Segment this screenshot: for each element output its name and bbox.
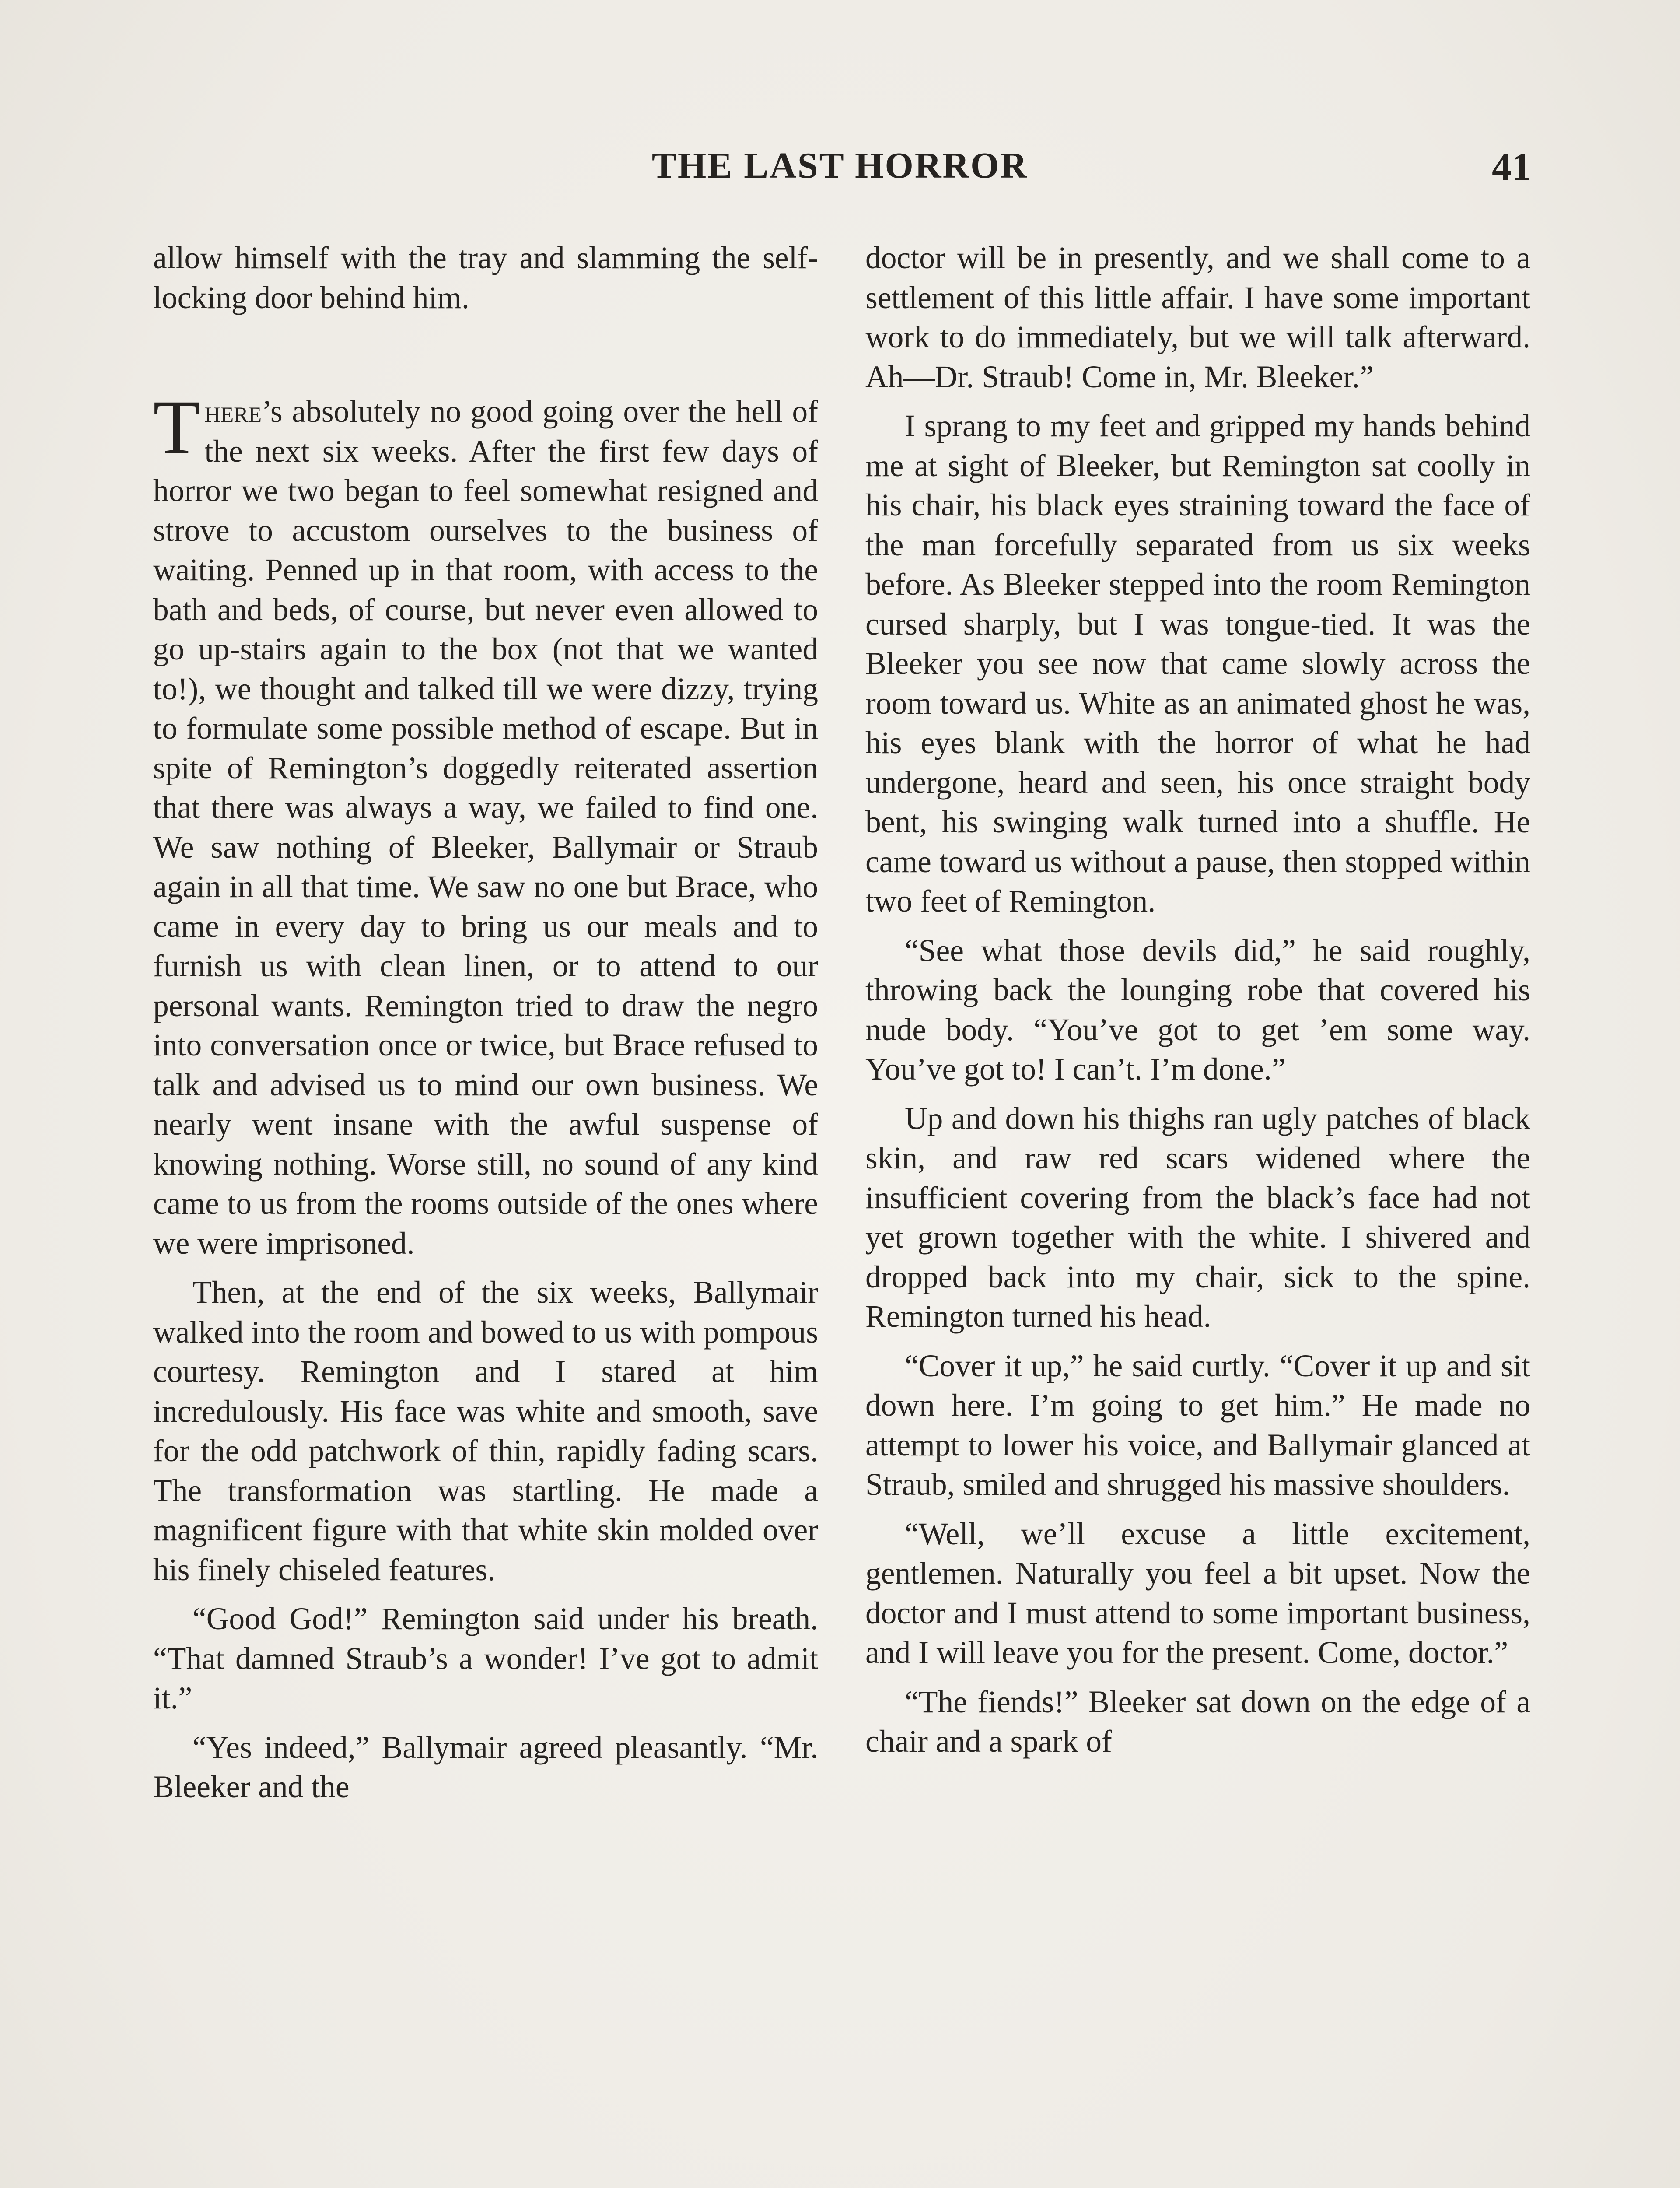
paragraph: I sprang to my feet and gripped my hands behind me at sight of Bleeker, but Remington sat coolly in his chair, his black eyes straining toward the face of the man forcefully separated from us six weeks before. As Bleeker stepped into the room Remington cursed sharply, but I was tongue-tied. It was the Bleeker you see now that came slowly across the room toward us. White as an animated ghost he was, his eyes blank with the horror of what he had undergone, heard and seen, his once straight body bent, his swinging walk turned into a shuffle. He came toward us without a pause, then stopped within two feet of Remington. [865, 409, 1530, 919]
page-header [149, 144, 1531, 197]
drop-cap-lead: There [153, 385, 262, 470]
section-break [153, 327, 818, 392]
paragraph: Then, at the end of the six weeks, Ballymair walked into the room and bowed to us with pompous courtesy. Remington and I stared at him incredulously. His face was white and smooth, save for the odd patchwork of thin, rapidly fading scars. The transformation was startling. He made a magnificent figure with that white skin molded over his finely chiseled features. [153, 1275, 818, 1587]
paragraph: “Well, we’ll excuse a little excitement, gentlemen. Naturally you feel a bit upset. Now the doctor and I must attend to some important business, and I will leave you for the present. Come, doctor.” [865, 1516, 1530, 1670]
left-column [153, 238, 818, 1817]
paragraph: Up and down his thighs ran ugly patches of black skin, and raw red scars widened where the insufficient covering from the black’s face had not yet grown together with the white. I shivered and dropped back into my chair, sick to the spine. Remington turned his head. [865, 1101, 1530, 1334]
right-column [865, 238, 1530, 1771]
paragraph: “Good God!” Remington said under his breath. “That damned Straub’s a wonder! I’ve got to admit it.” [153, 1602, 818, 1715]
paragraph: “The fiends!” Bleeker sat down on the edge of a chair and a spark of [865, 1684, 1530, 1759]
paragraph: “See what those devils did,” he said roughly, throwing back the lounging robe that covered his nude body. “You’ve got to get ’em some way. You’ve got to! I can’t. I’m done.” [865, 933, 1530, 1087]
paragraph: “Yes indeed,” Ballymair agreed pleasantly. “Mr. Bleeker and the [153, 1730, 818, 1804]
paragraph: allow himself with the tray and slamming the self-locking door behind him. [153, 241, 818, 315]
paragraph-text: ’s absolutely no good going over the hell of the next six weeks. After the first few days of horror we two began to feel somewhat resigned and strove to accustom ourselves to the business of waiting. Penned up in that room, with access to the bath and beds, of course, but never even allowed to go up-stairs again to the box (not that we wanted to!), we thought and talked till we were dizzy, trying to formulate some possible method of escape. But in spite of Remington’s doggedly reiterated assertion that there was always a way, we failed to find one. We saw nothing of Bleeker, Ballymair or Straub again in all that time. We saw no one but Brace, who came in every day to bring us our meals and to furnish us with clean linen, or to attend to our personal wants. Remington tried to draw the negro into conversation once or twice, but Brace refused to talk and advised us to mind our own business. We nearly went insane with the awful suspense of knowing nothing. Worse still, no sound of any kind came to us from the rooms outside of the ones where we were imprisoned. [153, 394, 818, 1261]
paragraph: “Cover it up,” he said curtly. “Cover it up and sit down here. I’m going to get him.” He made no attempt to lower his voice, and Ballymair glanced at Straub, smiled and shrugged his massive shoulders. [865, 1348, 1530, 1502]
page-number: 41 [1492, 145, 1531, 189]
running-title: THE LAST HORROR [651, 145, 1029, 186]
drop-cap-paragraph [153, 385, 818, 1263]
paragraph: doctor will be in presently, and we shall come to a settlement of this little affair. I have some important work to do immediately, but we will talk afterward. Ah—Dr. Straub! Come in, Mr. Bleeker.” [865, 241, 1530, 394]
